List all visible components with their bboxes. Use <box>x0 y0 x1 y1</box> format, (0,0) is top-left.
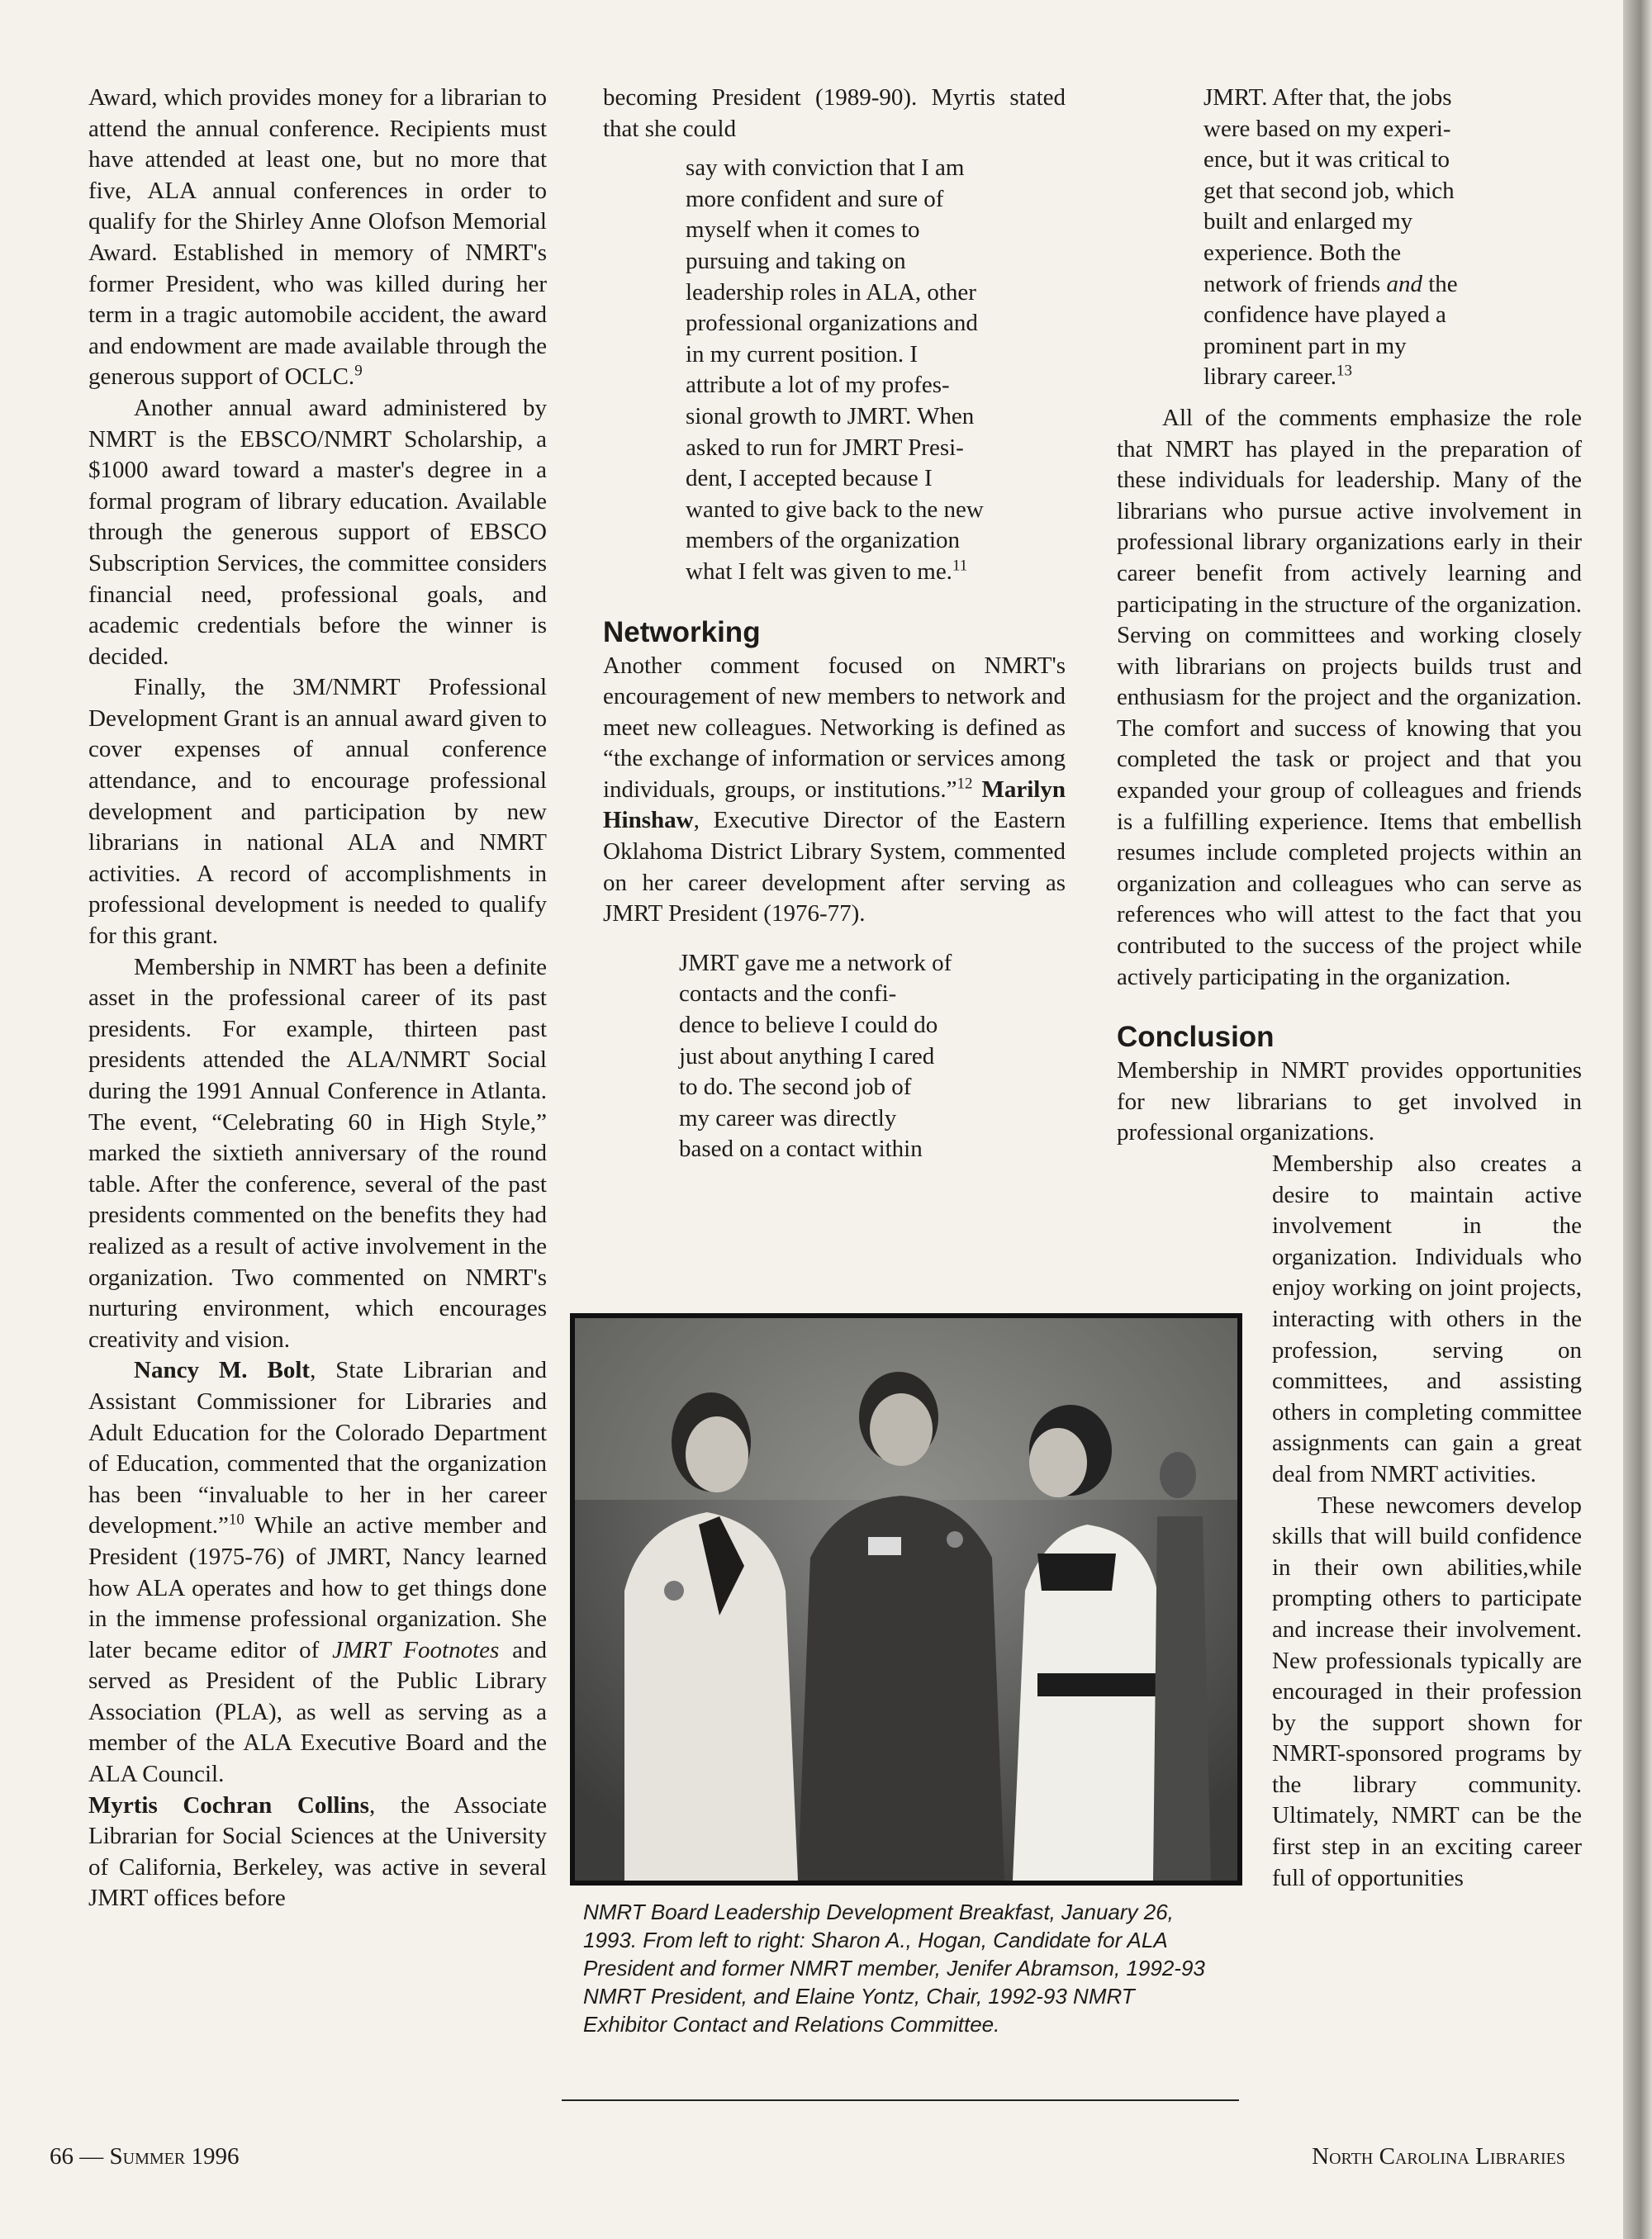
paragraph: Myrtis Cochran Collins, the Associate Librarian for Social Sciences at the University of California, Berkeley, was active in several JMRT offices before <box>88 1791 548 1912</box>
footnote-ref: 9 <box>354 362 363 380</box>
person-name: Myrtis Cochran Collins <box>88 1791 369 1819</box>
column-1 <box>88 83 547 1914</box>
quote-line: were based on my experi- <box>1203 115 1451 142</box>
paragraph: Nancy M. Bolt, State Librarian and Assistant Commissioner for Libraries and Adult Education for the Colorado Department of Education, commented that the organization has been “invaluable to her in her career development.”$^{10}$ While an active member and President (1975-76) of JMRT, Nancy learned how ALA operates and how to get things done in the immense professional organization. She later became editor of JMRT Footnotes and served as President of the Public Library Association (PLA), as well as serving as a member of the ALA Executive Board and the ALA Council. <box>88 1357 547 1788</box>
quote-line: confidence have played a <box>1203 301 1446 329</box>
photo-caption: NMRT Board Leadership Development Breakfast, January 26, 1993. From left to right: Sharon A., Hogan, Candidate for ALA President and former NMRT member, Jenifer Abramson, 1992-93 NMRT President, and Elaine Yontz, Chair, 1992-93 NMRT Exhibitor Contact and Relations Committee. <box>583 1900 1205 2037</box>
page-edge <box>1623 0 1652 2239</box>
block-quote: JMRT. After that, the jobs were based on my experi- ence, but it was critical to get that second job, which built and enlarged my experience. Both the network of friends and the confidence have played a prominent part in my library career.$^{13}$ <box>1203 83 1582 393</box>
paragraph: All of the comments emphasize the role that NMRT has played in the preparation of these individuals for leadership. Many of the librarians who pursue active involvement in professional library organizations early in their career benefit from actively learning and participating in the structure of the organization. Serving on committees and working closely with librarians on projects builds trust and enthusiasm for the project and the organization. The comfort and success of knowing that you completed the task or project and that you expanded your group of colleagues and friends is a fulfilling experience. Items that embellish resumes include completed projects within an organization and colleagues who can serve as references who will attest to the fact that you contributed to the success of the project while actively participating in the organization. <box>1117 404 1582 990</box>
quote-line: prominent part in my <box>1203 332 1407 359</box>
person-name: Nancy M. Bolt <box>134 1357 311 1384</box>
quote-line: what I felt was given to me.$^{11}$ <box>686 557 968 585</box>
paragraph: Another comment focused on NMRT's encouragement of new members to network and meet new colleagues. Networking is defined as “the exchange of information or services among individuals, groups, or institutions.”$^{12}$ Marilyn Hinshaw, Executive Director of the Eastern Oklahoma District Library System, commented on her career development after serving as JMRT President (1976-77). <box>603 652 1066 927</box>
quote-line: just about anything I cared <box>679 1042 935 1070</box>
quote-line: dence to believe I could do <box>679 1012 938 1039</box>
paragraph: Membership also creates a desire to maintain active involvement in the organization. Individuals who enjoy working on joint projects, interacting with others in the profession, serving on committees, and assisting others in completing committee assignments can gain a great deal from NMRT activities. <box>1272 1150 1582 1487</box>
quote-line: members of the organization <box>686 527 961 554</box>
quote-line: JMRT. After that, the jobs <box>1203 84 1452 111</box>
paragraph: Finally, the 3M/NMRT Professional Development Grant is an annual award given to cover expenses of annual conference attendance, and to encourage professional development and participation by new librarians in national ALA and NMRT activities. A record of accomplishments in professional development is needed to qualify for this grant. <box>88 674 547 950</box>
paragraph: Award, which provides money for a librarian to attend the annual conference. Recipients must have attended at least one, but no more that five, ALA annual conferences in order to qualify for the Shirley Anne Olofson Memorial Award. Established in memory of NMRT's former President, who was killed during her term in a tragic automobile accident, the award and endowment are made available through the generous support of OCLC.$^9$ <box>88 84 547 391</box>
quote-line: wanted to give back to the new <box>686 496 984 523</box>
quote-line: attribute a lot of my profes- <box>686 372 950 399</box>
column-2 <box>603 83 1066 1165</box>
quote-line: myself when it comes to <box>686 216 920 244</box>
footer-right: North Carolina Libraries <box>1312 2143 1565 2170</box>
paragraph: These newcomers develop skills that will build confidence in their own abilities,while prompting others to participate and increase their involvement. New professionals typically are encouraged in their profession by the support shown for NMRT-sponsored programs by the library community. Ultimately, NMRT can be the first step in an exciting career full of opportunities <box>1272 1492 1582 1891</box>
paragraph: Membership in NMRT provides opportunities for new librarians to get involved in professional organizations. <box>1117 1057 1582 1146</box>
footnote-ref: 11 <box>952 557 968 575</box>
person-name: Marilyn Hinshaw <box>603 776 1066 834</box>
quote-line: in my current position. I <box>686 340 919 368</box>
paragraph: Another annual award administered by NMRT is the EBSCO/NMRT Scholarship, a $1000 award toward a master's degree in a formal program of library education. Available through the generous support of EBSCO Subscription Services, the committee considers financial need, professional goals, and academic credentials before the winner is decided. <box>88 394 547 670</box>
quote-line: dent, I accepted because I <box>686 465 933 492</box>
quote-line: leadership roles in ALA, other <box>686 278 976 306</box>
footer-left: 66 — Summer 1996 <box>50 2143 240 2170</box>
quote-line: my career was directly <box>679 1104 897 1131</box>
paragraph: Membership in NMRT has been a definite asset in the professional career of its past presidents. For example, thirteen past presidents attended the ALA/NMRT Social during the 1991 Annual Conference in Atlanta. The event, “Celebrating 60 in High Style,” marked the sixtieth anniversary of the round table. After the conference, several of the past presidents commented on the benefits they had realized as a result of active involvement in the organization. Two commented on NMRT's nurturing environment, which encourages creativity and vision. <box>88 953 547 1353</box>
footnote-ref: 10 <box>228 1511 244 1529</box>
quote-line: asked to run for JMRT Presi- <box>686 434 964 461</box>
block-quote <box>679 948 1066 1165</box>
quote-line: built and enlarged my <box>1203 208 1413 235</box>
quote-line: sional growth to JMRT. When <box>686 402 975 429</box>
quote-line: say with conviction that I am <box>686 154 965 182</box>
quote-line: get that second job, which <box>1203 177 1455 204</box>
quote-line: based on a contact within <box>679 1136 923 1163</box>
divider <box>562 2099 1239 2101</box>
block-quote <box>686 153 1066 587</box>
quote-line: pursuing and taking on <box>686 247 906 274</box>
section-heading: Networking <box>603 615 761 648</box>
footnote-ref: 13 <box>1336 362 1353 380</box>
quote-line: more confident and sure of <box>686 185 944 212</box>
quote-line: to do. The second job of <box>679 1074 912 1101</box>
section-heading: Conclusion <box>1117 1021 1275 1054</box>
quote-line: JMRT gave me a network of <box>679 949 952 976</box>
paragraph: becoming President (1989-90). Myrtis stated that she could <box>603 84 1066 142</box>
quote-line: experience. Both the <box>1203 239 1402 266</box>
quote-line: contacts and the confi- <box>679 980 897 1008</box>
footnote-ref: 12 <box>957 775 973 793</box>
quote-line: professional organizations and <box>686 310 978 337</box>
quote-line: ence, but it was critical to <box>1203 146 1450 173</box>
column-3 <box>1117 83 1582 1894</box>
